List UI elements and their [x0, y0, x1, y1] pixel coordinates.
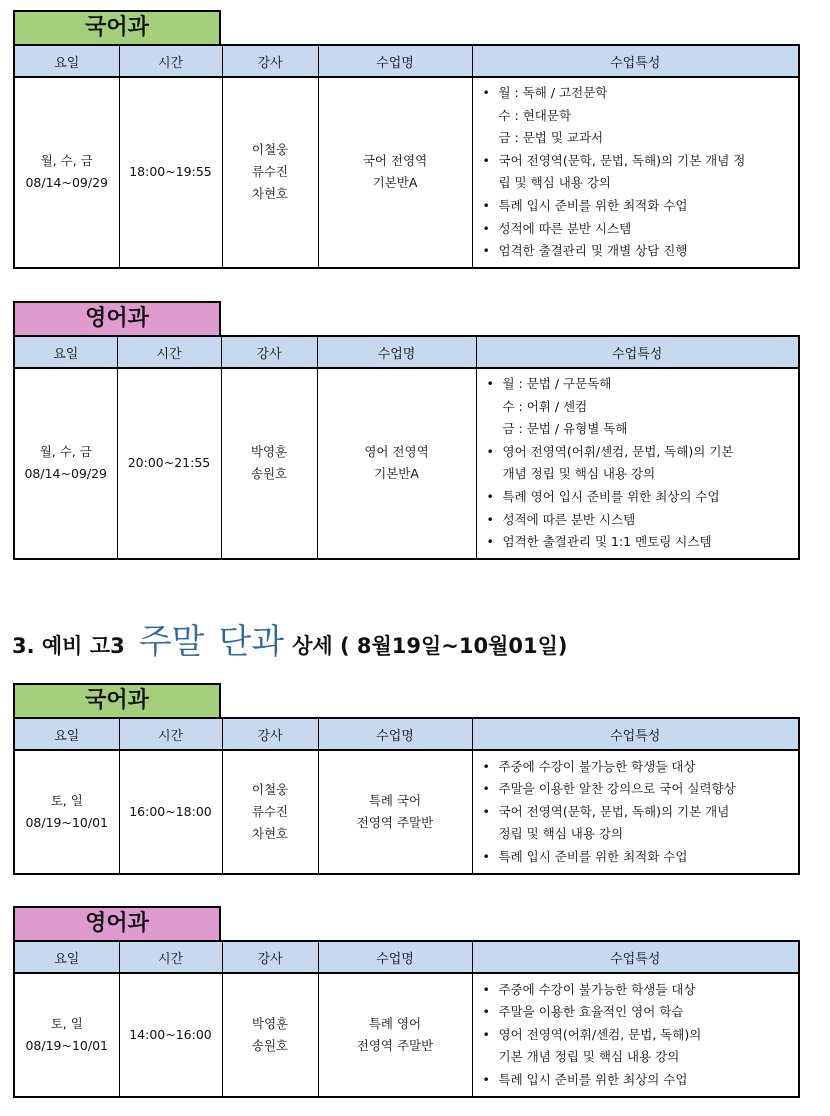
day-cell	[14, 750, 119, 874]
table-row	[14, 368, 799, 559]
text-line: 립 및 핵심 내용 강의	[498, 175, 611, 191]
features-cell	[472, 77, 799, 268]
text-line: 토, 일	[50, 793, 83, 808]
list-item: • 특례 입시 준비를 위한 최적화 수업	[479, 846, 791, 869]
section-heading	[12, 614, 568, 663]
features-cell	[472, 973, 799, 1097]
text-line: 금 : 문법 및 교과서	[498, 130, 604, 146]
header-teacher: 강사	[222, 941, 318, 973]
schedule-table	[13, 335, 800, 560]
teacher-cell	[221, 368, 317, 559]
header-class: 수업명	[318, 941, 472, 973]
time-cell: 18:00~19:55	[119, 77, 222, 268]
heading-text: 상세 ( 8월19일~10월01일)	[292, 634, 568, 658]
text-line: 08/14~09/29	[25, 175, 109, 191]
header-time: 시간	[119, 941, 222, 973]
header-day: 요일	[14, 718, 119, 750]
list-item: • 성적에 따른 분반 시스템	[483, 509, 791, 532]
header-row	[14, 941, 799, 973]
list-item: • 주중에 수강이 불가능한 학생들 대상	[479, 756, 791, 779]
text-line: 기본반A	[374, 466, 419, 482]
schedule-table	[13, 717, 800, 875]
text-line: 08/14~09/29	[24, 466, 108, 482]
header-time: 시간	[119, 45, 222, 77]
text-line: 전영역 주말반	[356, 1038, 434, 1053]
heading-text: 주말	[138, 622, 205, 662]
list-item	[479, 801, 791, 846]
text-line: • 국어 전영역(문학, 문법, 독해)의 기본 개념	[498, 803, 730, 819]
header-day: 요일	[14, 941, 119, 973]
features-cell	[476, 368, 799, 559]
text-line: • 월 : 독해 / 고전문학	[498, 85, 608, 100]
header-teacher: 강사	[222, 45, 318, 77]
teacher-cell	[222, 77, 318, 268]
text-line: 정립 및 핵심 내용 강의	[498, 826, 624, 842]
text-line: 차현호	[251, 186, 289, 202]
text-line: 송원호	[251, 1038, 289, 1053]
list-item	[479, 150, 791, 195]
text-line: 영어 전영역	[364, 444, 429, 460]
header-features: 수업특성	[472, 718, 799, 750]
text-line: 류수진	[251, 164, 289, 180]
heading-text: 3. 예비 고3	[12, 634, 125, 658]
text-line: 08/19~10/01	[25, 815, 109, 830]
text-line: 전영역 주말반	[356, 815, 434, 830]
text-line: • 국어 전영역(문학, 문법, 독해)의 기본 개념 정	[498, 152, 746, 168]
class-name-cell	[318, 750, 472, 874]
text-line: • 영어 전영역(어휘/센컴, 문법, 독해)의 기본	[502, 443, 734, 459]
subject-tab: 영어과	[13, 301, 221, 335]
header-features: 수업특성	[476, 336, 799, 368]
list-item: • 엄격한 출결관리 및 1:1 멘토링 시스템	[483, 531, 791, 554]
class-name-cell	[318, 973, 472, 1097]
text-line: 월, 수, 금	[40, 153, 93, 169]
text-line: 특례 국어	[368, 793, 422, 808]
header-teacher: 강사	[221, 336, 317, 368]
text-line: 수 : 현대문학	[498, 107, 572, 123]
list-item	[479, 82, 791, 150]
text-line: 이철웅	[251, 782, 289, 797]
header-class: 수업명	[317, 336, 476, 368]
list-item: • 특례 입시 준비를 위한 최상의 수업	[479, 1069, 791, 1092]
teacher-cell	[222, 750, 318, 874]
list-item	[479, 1024, 791, 1069]
text-line: 류수진	[251, 804, 289, 819]
header-day: 요일	[14, 45, 119, 77]
subject-tab: 영어과	[13, 906, 221, 940]
list-item: • 주말을 이용한 알찬 강의으로 국어 실력향상	[479, 778, 791, 801]
text-line: 송원호	[250, 466, 288, 482]
schedule-table	[13, 940, 800, 1098]
header-class: 수업명	[318, 718, 472, 750]
text-line: 국어 전영역	[362, 153, 428, 169]
text-line: 기본 개념 정립 및 핵심 내용 강의	[498, 1049, 680, 1065]
header-row	[14, 45, 799, 77]
heading-text: 단과	[218, 622, 285, 662]
text-line: • 영어 전영역(어휘/센컴, 문법, 독해)의	[498, 1026, 702, 1042]
time-cell: 16:00~18:00	[119, 750, 222, 874]
header-time: 시간	[117, 336, 221, 368]
header-time: 시간	[119, 718, 222, 750]
table-row	[14, 750, 799, 874]
class-name-cell	[317, 368, 476, 559]
header-teacher: 강사	[222, 718, 318, 750]
day-cell	[14, 77, 119, 268]
list-item: • 성적에 따른 분반 시스템	[479, 218, 791, 241]
text-line: 이철웅	[251, 142, 289, 158]
header-day: 요일	[14, 336, 117, 368]
text-line: • 월 : 문법 / 구문독해	[502, 376, 612, 391]
header-row	[14, 336, 799, 368]
text-line: 박영훈	[250, 444, 288, 460]
text-line: 금 : 문법 / 유형별 독해	[502, 421, 628, 437]
text-line: 수 : 어휘 / 센컴	[502, 398, 588, 414]
list-item	[483, 441, 791, 486]
text-line: 기본반A	[372, 175, 418, 191]
list-item: • 특례 입시 준비를 위한 최적화 수업	[479, 195, 791, 218]
table-row	[14, 77, 799, 268]
header-features: 수업특성	[472, 941, 799, 973]
time-cell: 14:00~16:00	[119, 973, 222, 1097]
text-line: 개념 정립 및 핵심 내용 강의	[502, 466, 656, 482]
header-features: 수업특성	[472, 45, 799, 77]
list-item: • 엄격한 출결관리 및 개별 상담 진행	[479, 240, 791, 263]
header-class: 수업명	[318, 45, 472, 77]
list-item	[483, 373, 791, 441]
table-row	[14, 973, 799, 1097]
day-cell	[14, 368, 117, 559]
features-cell	[472, 750, 799, 874]
teacher-cell	[222, 973, 318, 1097]
class-name-cell	[318, 77, 472, 268]
subject-tab: 국어과	[13, 10, 221, 44]
text-line: 특례 영어	[368, 1016, 422, 1031]
text-line: 토, 일	[50, 1016, 83, 1031]
header-row	[14, 718, 799, 750]
text-line: 박영훈	[251, 1016, 289, 1031]
text-line: 월, 수, 금	[39, 444, 92, 460]
list-item: • 특례 영어 입시 준비를 위한 최상의 수업	[483, 486, 791, 509]
text-line: 08/19~10/01	[25, 1038, 109, 1053]
list-item: • 주말을 이용한 효율적인 영어 학습	[479, 1001, 791, 1024]
list-item: • 주중에 수강이 불가능한 학생들 대상	[479, 979, 791, 1002]
day-cell	[14, 973, 119, 1097]
time-cell: 20:00~21:55	[117, 368, 221, 559]
text-line: 차현호	[251, 826, 289, 841]
subject-tab: 국어과	[13, 683, 221, 717]
schedule-table	[13, 44, 800, 269]
